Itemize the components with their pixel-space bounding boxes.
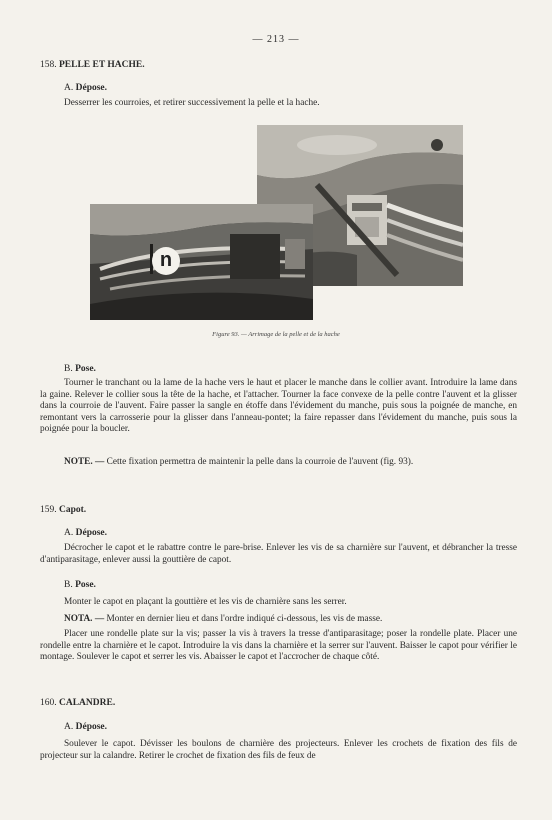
note-paragraph: NOTA. — Monter en dernier lieu et dans l'ordre indiqué ci-dessous, les vis de masse. — [64, 614, 383, 624]
section-158-heading — [40, 60, 145, 70]
figure-badge: n — [152, 247, 180, 275]
paragraph: Desserrer les courroies, et retirer successivement la pelle et la hache. — [64, 98, 320, 108]
subsection-heading: B. Pose. — [64, 364, 96, 374]
note-paragraph: NOTE. — Cette fixation permettra de maintenir la pelle dans la courroie de l'auvent (fig. 93). — [64, 457, 414, 467]
subsection-heading: A. Dépose. — [64, 722, 108, 732]
figure-photo-overview — [90, 204, 313, 320]
section-title: PELLE ET HACHE. — [59, 60, 145, 70]
section-160-heading — [40, 698, 115, 708]
section-number: 160. — [40, 698, 57, 708]
section-number: 158. — [40, 60, 57, 70]
paragraph: Monter le capot en plaçant la gouttière et les vis de charnière sans les serrer. — [64, 597, 347, 607]
paragraph: Décrocher le capot et le rabattre contre le pare-brise. Enlever les vis de sa charnière sur l'auvent, et débrancher la tresse d'antiparasitage, enlever aussi la gouttière de capot. — [40, 543, 517, 565]
section-title: Capot. — [59, 505, 87, 515]
section-number: 159. — [40, 505, 57, 515]
figure-caption: Figure 93. — Arrimage de la pelle et de la hache — [212, 331, 340, 338]
subsection-heading: A. Dépose. — [64, 528, 108, 538]
page-number: — 213 — — [252, 34, 300, 45]
subsection-heading: A. Dépose. — [64, 83, 108, 93]
subsection-heading: B. Pose. — [64, 580, 96, 590]
paragraph: Placer une rondelle plate sur la vis; passer la vis à travers la tresse d'antiparasitage; poser la rondelle plate. Placer une rondelle entre la charnière et le capot. Introduire la vis dans la charnière et la serrer sur l'auvent. Baisser le capot pour vérifier le montage. Soulever le capot et serrer les vis. Abaisser le capot et l'accrocher de chaque côté. — [40, 629, 517, 663]
paragraph: Soulever le capot. Dévisser les boulons de charnière des projecteurs. Enlever les crochets de fixation des fils de projecteur sur la calandre. Retirer le crochet de fixation des fils de feux de — [40, 739, 517, 761]
section-159-heading — [40, 505, 86, 515]
section-title: CALANDRE. — [59, 698, 116, 708]
paragraph: Tourner le tranchant ou la lame de la hache vers le haut et placer le manche dans le collier avant. Introduire la lame dans la gaine. Relever le collier sous la tête de la hache, et l'attacher. Tourner la face convexe de la pelle contre l'auvent et la glisser dans la courroie de l'auvent. Faire passer la sangle en étoffe dans l'évidement du manche, puis sous la poignée de manche, en remontant vers la carrosserie pour la glisser dans l'anneau-pontet; la faire repasser dans l'évidement du manche, puis sous la poignée pour la boucler. — [40, 378, 517, 435]
